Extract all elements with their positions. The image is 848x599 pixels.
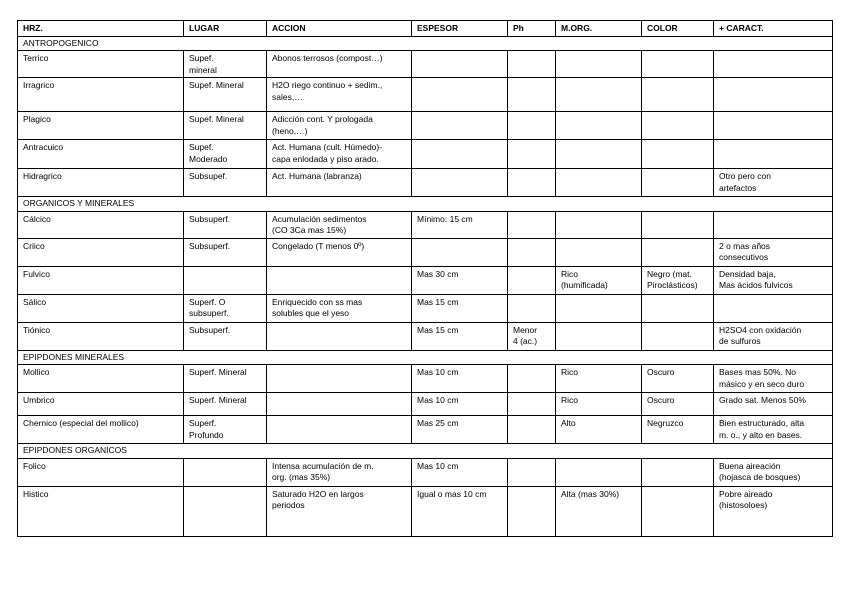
cell-hrz: Umbrico [18, 393, 184, 416]
cell-espesor [412, 169, 508, 197]
cell-hrz: Sálico [18, 294, 184, 322]
cell-morg [556, 322, 642, 350]
cell-accion [267, 266, 412, 294]
cell-color [642, 486, 714, 536]
cell-lugar [184, 486, 267, 536]
cell-caract: Otro pero con artefactos [714, 169, 833, 197]
cell-morg [556, 458, 642, 486]
header-caract: + CARACT. [714, 21, 833, 37]
cell-morg [556, 211, 642, 238]
cell-lugar: Supef. mineral [184, 51, 267, 78]
cell-morg: Rico [556, 365, 642, 393]
cell-color [642, 51, 714, 78]
table-row [18, 266, 833, 294]
cell-espesor [412, 140, 508, 169]
cell-caract [714, 211, 833, 238]
cell-caract: Grado sat. Menos 50% [714, 393, 833, 416]
section-title: ORGANICOS Y MINERALES [18, 197, 833, 212]
cell-ph [508, 211, 556, 238]
cell-hrz: Terrico [18, 51, 184, 78]
cell-espesor [412, 238, 508, 266]
cell-color [642, 211, 714, 238]
cell-color: Oscuro [642, 393, 714, 416]
header-espesor: ESPESOR [412, 21, 508, 37]
cell-caract: Densidad baja, Mas ácidos fulvicos [714, 266, 833, 294]
cell-morg: Alto [556, 416, 642, 444]
cell-accion: H2O riego continuo + sedim., sales,… [267, 78, 412, 112]
cell-lugar: Subsuperf. [184, 211, 267, 238]
header-row [18, 21, 833, 37]
cell-ph [508, 294, 556, 322]
section-row [18, 350, 833, 365]
section-title: EPIPDONES ORGANICOS [18, 444, 833, 459]
table-row [18, 140, 833, 169]
cell-espesor: Mas 25 cm [412, 416, 508, 444]
cell-caract: Bien estructurado, alta m. o., y alto en bases. [714, 416, 833, 444]
cell-caract [714, 78, 833, 112]
cell-hrz: Histico [18, 486, 184, 536]
cell-ph: Menor 4 (ac.) [508, 322, 556, 350]
cell-color [642, 238, 714, 266]
cell-morg [556, 238, 642, 266]
table-row [18, 416, 833, 444]
cell-morg: Alta (mas 30%) [556, 486, 642, 536]
table-row [18, 169, 833, 197]
header-ph: Ph [508, 21, 556, 37]
cell-accion: Adicción cont. Y prologada (heno,…) [267, 112, 412, 140]
cell-hrz: Plagico [18, 112, 184, 140]
cell-hrz: Fulvico [18, 266, 184, 294]
header-hrz: HRZ. [18, 21, 184, 37]
cell-caract [714, 112, 833, 140]
table-row [18, 393, 833, 416]
table-row [18, 51, 833, 78]
cell-accion: Acumulación sedimentos (CO 3Ca mas 15%) [267, 211, 412, 238]
cell-color [642, 140, 714, 169]
cell-lugar: Subsuperf. [184, 238, 267, 266]
cell-ph [508, 365, 556, 393]
cell-hrz: Chernico (especial del mollico) [18, 416, 184, 444]
cell-ph [508, 169, 556, 197]
section-row [18, 197, 833, 212]
cell-caract: 2 o mas años consecutivos [714, 238, 833, 266]
cell-caract: Buena aireación (hojasca de bosques) [714, 458, 833, 486]
cell-ph [508, 458, 556, 486]
cell-accion: Enriquecido con ss mas solubles que el yeso [267, 294, 412, 322]
cell-espesor: Mas 30 cm [412, 266, 508, 294]
cell-lugar: Superf. Mineral [184, 393, 267, 416]
table-row [18, 294, 833, 322]
cell-accion: Abonos terrosos (compost…) [267, 51, 412, 78]
cell-espesor: Igual o mas 10 cm [412, 486, 508, 536]
cell-caract: Bases mas 50%. No másico y en seco duro [714, 365, 833, 393]
table-row [18, 458, 833, 486]
section-row [18, 36, 833, 51]
cell-lugar: Superf. Profundo [184, 416, 267, 444]
cell-hrz: Hidragrico [18, 169, 184, 197]
cell-morg [556, 294, 642, 322]
cell-hrz: Folico [18, 458, 184, 486]
table-row [18, 112, 833, 140]
cell-accion [267, 365, 412, 393]
header-accion: ACCION [267, 21, 412, 37]
cell-accion: Intensa acumulación de m. org. (mas 35%) [267, 458, 412, 486]
cell-caract [714, 294, 833, 322]
cell-morg: Rico (humificada) [556, 266, 642, 294]
cell-lugar [184, 458, 267, 486]
cell-caract [714, 51, 833, 78]
cell-caract [714, 140, 833, 169]
cell-ph [508, 78, 556, 112]
cell-ph [508, 51, 556, 78]
table-row [18, 322, 833, 350]
cell-color [642, 112, 714, 140]
cell-espesor: Mas 10 cm [412, 458, 508, 486]
table-row [18, 211, 833, 238]
cell-color: Oscuro [642, 365, 714, 393]
cell-accion: Act. Humana (cult. Húmedo)- capa enlodada y piso arado. [267, 140, 412, 169]
table-body [18, 36, 833, 536]
cell-morg [556, 140, 642, 169]
cell-ph [508, 486, 556, 536]
cell-accion: Saturado H2O en largos periodos [267, 486, 412, 536]
cell-caract: H2SO4 con oxidación de sulfuros [714, 322, 833, 350]
cell-lugar: Superf. O subsuperf. [184, 294, 267, 322]
cell-lugar [184, 266, 267, 294]
cell-color [642, 78, 714, 112]
cell-lugar: Subsuperf. [184, 322, 267, 350]
cell-espesor [412, 112, 508, 140]
section-row [18, 444, 833, 459]
cell-hrz: Irragrico [18, 78, 184, 112]
section-title: EPIPDONES MINERALES [18, 350, 833, 365]
cell-ph [508, 416, 556, 444]
header-lugar: LUGAR [184, 21, 267, 37]
table-row [18, 365, 833, 393]
cell-color: Negro (mat. Piroclásticos) [642, 266, 714, 294]
cell-ph [508, 238, 556, 266]
cell-espesor [412, 78, 508, 112]
cell-espesor: Mas 15 cm [412, 294, 508, 322]
cell-hrz: Mollico [18, 365, 184, 393]
cell-ph [508, 393, 556, 416]
cell-morg [556, 112, 642, 140]
cell-morg [556, 169, 642, 197]
cell-ph [508, 266, 556, 294]
cell-color [642, 458, 714, 486]
cell-color [642, 294, 714, 322]
cell-hrz: Tiónico [18, 322, 184, 350]
cell-accion [267, 322, 412, 350]
cell-hrz: Antracuico [18, 140, 184, 169]
cell-hrz: Cálcico [18, 211, 184, 238]
cell-ph [508, 112, 556, 140]
cell-lugar: Subsupef. [184, 169, 267, 197]
cell-accion [267, 416, 412, 444]
cell-lugar: Superf. Mineral [184, 365, 267, 393]
cell-lugar: Supef. Mineral [184, 78, 267, 112]
cell-ph [508, 140, 556, 169]
header-morg: M.ORG. [556, 21, 642, 37]
cell-espesor: Mas 10 cm [412, 365, 508, 393]
cell-espesor [412, 51, 508, 78]
header-color: COLOR [642, 21, 714, 37]
cell-espesor: Mínimo: 15 cm [412, 211, 508, 238]
cell-accion [267, 393, 412, 416]
table-row [18, 486, 833, 536]
cell-espesor: Mas 15 cm [412, 322, 508, 350]
section-title: ANTROPOGENICO [18, 36, 833, 51]
cell-accion: Congelado (T menos 0º) [267, 238, 412, 266]
cell-morg [556, 51, 642, 78]
cell-lugar: Supef. Moderado [184, 140, 267, 169]
cell-accion: Act. Humana (labranza) [267, 169, 412, 197]
table-row [18, 78, 833, 112]
table-row [18, 238, 833, 266]
cell-color: Negruzco [642, 416, 714, 444]
cell-color [642, 322, 714, 350]
cell-espesor: Mas 10 cm [412, 393, 508, 416]
cell-hrz: Criico [18, 238, 184, 266]
cell-morg: Rico [556, 393, 642, 416]
cell-morg [556, 78, 642, 112]
cell-lugar: Supef. Mineral [184, 112, 267, 140]
soil-horizons-table [17, 20, 833, 537]
cell-caract: Pobre aireado (histosoloes) [714, 486, 833, 536]
cell-color [642, 169, 714, 197]
